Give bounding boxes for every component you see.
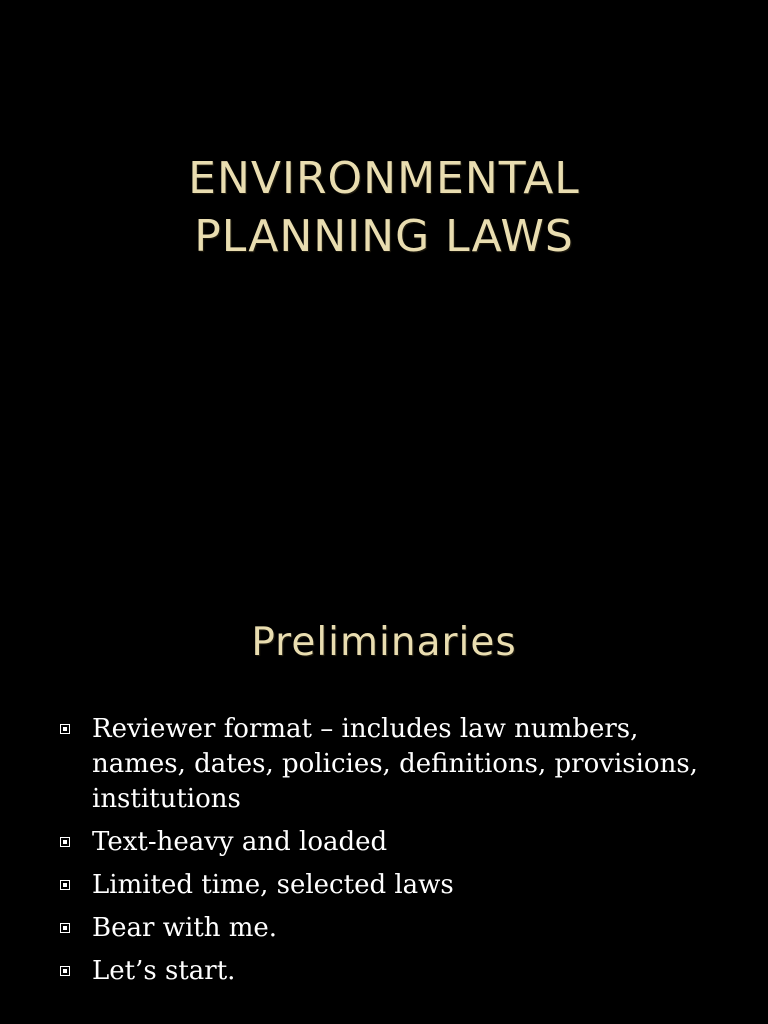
bullet-text: Text-heavy and loaded — [92, 827, 388, 857]
title-line-2: PLANNING LAWS — [194, 211, 574, 262]
square-bullet-icon — [60, 923, 70, 933]
bullet-list — [58, 712, 728, 997]
list-item — [58, 712, 728, 817]
bullet-text: Let’s start. — [92, 956, 236, 986]
list-item — [58, 868, 728, 903]
list-item — [58, 954, 728, 989]
bullet-text: Limited time, selected laws — [92, 870, 454, 900]
preliminaries-slide — [0, 512, 768, 1024]
square-bullet-icon — [60, 724, 70, 734]
bullet-text: Reviewer format – includes law numbers, names, dates, policies, definitions, provisions, institutions — [92, 714, 698, 814]
list-item — [58, 825, 728, 860]
slide-heading: Preliminaries — [251, 620, 517, 665]
title-line-1: ENVIRONMENTAL — [188, 153, 580, 204]
slide-title — [0, 150, 768, 266]
list-item — [58, 911, 728, 946]
square-bullet-icon — [60, 966, 70, 976]
square-bullet-icon — [60, 880, 70, 890]
square-bullet-icon — [60, 837, 70, 847]
bullet-text: Bear with me. — [92, 913, 278, 943]
